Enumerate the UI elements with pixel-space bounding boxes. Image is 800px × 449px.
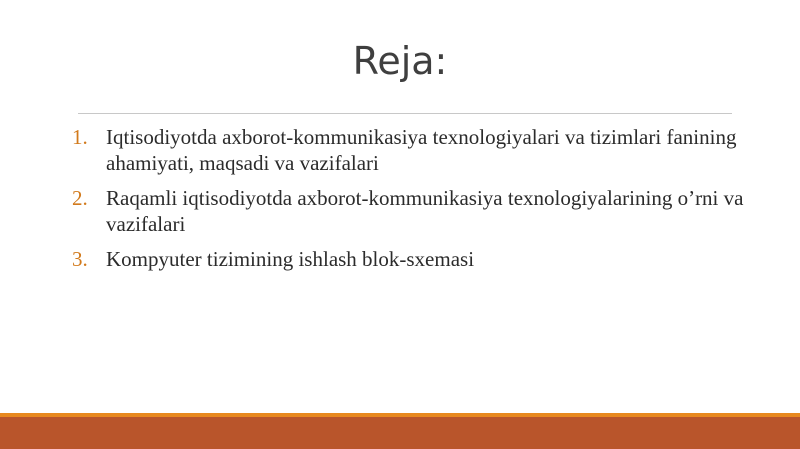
list-item [72,246,752,272]
list-item-number: 1. [72,125,88,149]
agenda-list [72,124,752,281]
list-item [72,185,752,237]
title-divider [78,113,732,114]
list-item-text: Raqamli iqtisodiyotda axborot-kommunikasiya texnologiyalarining o’rni va vazifalari [106,186,744,236]
footer-bar [0,417,800,449]
list-item-number: 3. [72,247,88,271]
list-item-text: Kompyuter tizimining ishlash blok-sxemasi [106,247,475,271]
list-item [72,124,752,176]
slide-title: Reja: [352,39,448,83]
list-item-text: Iqtisodiyotda axborot-kommunikasiya texnologiyalari va tizimlari fanining ahamiyati, maqsadi va vazifalari [106,125,737,175]
list-item-number: 2. [72,186,88,210]
